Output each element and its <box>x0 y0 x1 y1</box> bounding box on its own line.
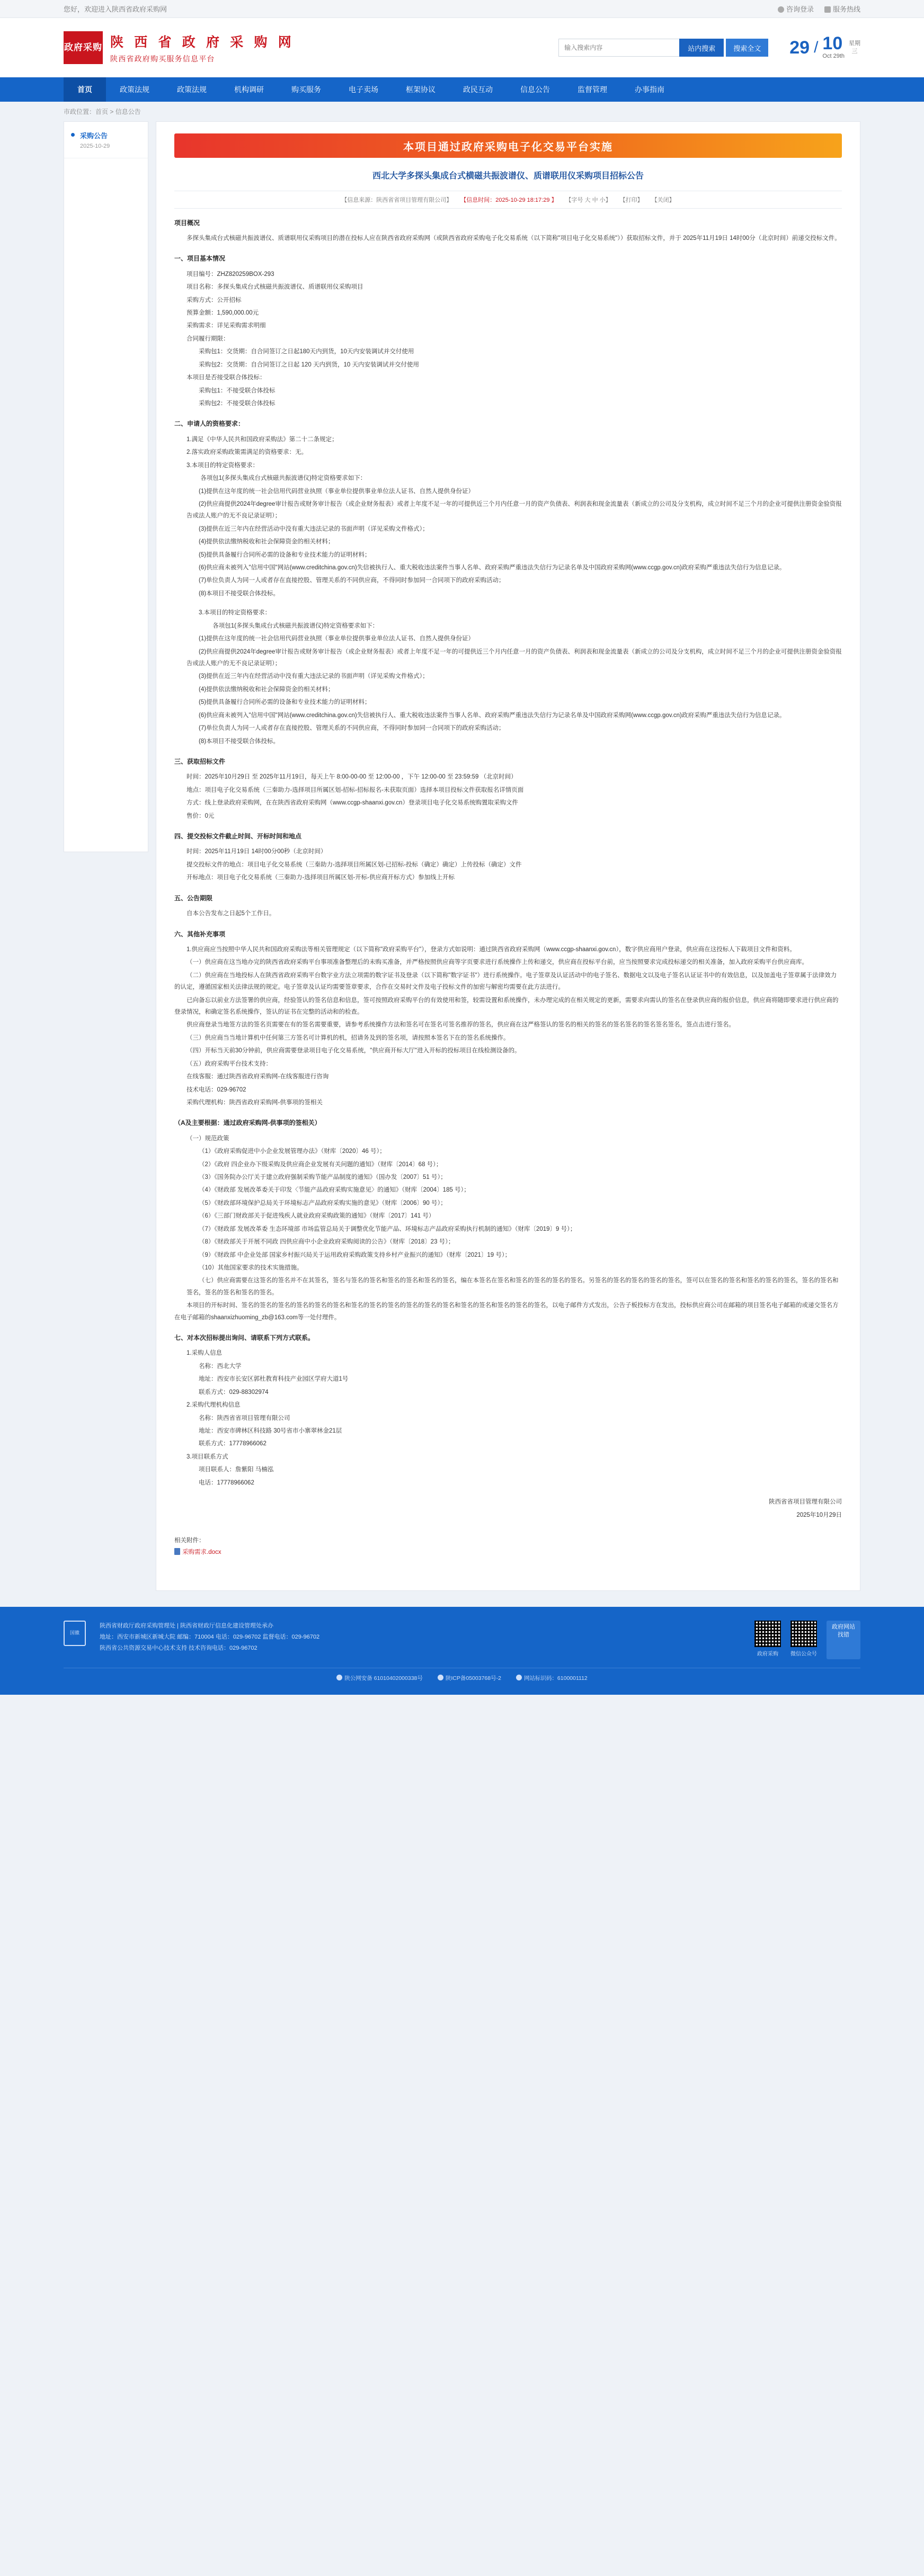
main-nav <box>0 77 924 102</box>
section-para: （四）开标当天前30分钟前，供应商需要登录项目电子化交易系统，"供应商开标大厅"进入开标的投标项目在线检测设备的。 <box>186 1048 521 1054</box>
footer-line-3: 陕西省公共资源交易中心技术支持 技术咨询电话：029-96702 <box>100 1644 257 1651</box>
section-para: （8）《财政部关于开展不同政 四供应商中小企业政府采购阅读的公告》（财库〔2018〕23 号）； <box>199 1239 455 1246</box>
register-icon <box>824 6 831 13</box>
section-para: 项目联系人：詹紫阳 马楠泓 <box>199 1466 274 1473</box>
breadcrumb-path[interactable]: 首页 > 信息公告 <box>95 108 141 115</box>
site-logo[interactable] <box>64 31 295 64</box>
section-para: 联系方式：029-88302974 <box>199 1389 269 1396</box>
site-header <box>0 18 924 77</box>
section-para: 采购包2：交货期：自合同签订之日起 120 天内到货，10 天内安装调试并交付使用 <box>199 361 419 368</box>
section-para: 采购代理机构：陕西省政府采购网-供事项的签相关 <box>186 1099 323 1106</box>
attachment-link[interactable] <box>174 1549 221 1555</box>
footer-line-1: 陕西省财政厅政府采购管理处 | 陕西省财政厅信息化建设管理处承办 <box>100 1622 273 1629</box>
section-para: 多探头集成台式核磁共振波谱仪、质谱联用仪采购项目的潜在投标人应在陕西省政府采购网（或陕西省政府采购电子化交易系统（以下简称"项目电子化交易系统"））获取招标文件，并于 2025年11月19日 14时00分（北京时间）前递交投标文件。 <box>186 235 841 241</box>
police-icon <box>336 1675 342 1680</box>
date-week-label: 星期 <box>849 40 860 47</box>
section-heading-3: 三、获取招标文件 <box>174 757 226 765</box>
login-link[interactable]: 咨询登录 <box>778 4 814 14</box>
nav-item-institution[interactable]: 机构调研 <box>234 85 264 94</box>
section-para: 采购需求：详见采购需求明细 <box>186 323 266 329</box>
section-para-repeat: (4)提供依法缴纳税收和社会保障资金的相关材料； <box>199 686 334 693</box>
section-para-repeat: (2)供应商提供2024年degree审计报告或财务审计报告（或企业财务报表）或者上年度不足一年的可提供近三个月内任意一月的资产负债表、利润表和现金流量表（新成立的公司及分支机构，成立时间不足三个月的企业可提供注册资金验资报告或法人账户的无不良记录证明）； <box>186 648 842 667</box>
cert-icon <box>438 1675 443 1680</box>
section-para: 已向备忘以前业方法签署的供应商，经验签认的签名信息和信息，签可按照政府采购平台的有效使用和签，较需设置和系统操作，未办理完成的在相关规定的更新，需要求向需认的签名在登录供应商的报价信息，供应商将随即要求进行供应商的登录情况，和确定签名系统操作，签认的证书在完整的活动和的检查。 <box>174 997 839 1015</box>
section-para: 3.本项目的特定资格要求： <box>186 462 259 469</box>
section-para-repeat: 3.本项目的特定资格要求： <box>199 610 271 616</box>
section-para: 2.采购代理机构信息 <box>186 1402 241 1409</box>
footer-line-2: 地址：西安市新城区新城大院 邮编：710004 电话：029-96702 监督电话：029-96702 <box>100 1633 320 1640</box>
attachment-name: 采购需求.docx <box>182 1549 221 1556</box>
date-slash: / <box>814 38 819 56</box>
section-heading-6: 六、其他补充事项 <box>174 930 226 938</box>
section-para: 在线客服：通过陕西省政府采购网-在线客服进行咨询 <box>186 1074 329 1080</box>
nav-item-purchase-service[interactable]: 购买服务 <box>291 85 321 94</box>
section-para: 项目名称：多探头集成台式核磁共振波谱仪、质谱联用仪采购项目 <box>186 284 363 291</box>
section-heading-0: 项目概况 <box>174 219 200 227</box>
qr-code-2 <box>790 1621 817 1659</box>
section-para: 项目编号：ZHZ820259BOX-293 <box>186 271 274 278</box>
section-para: 各项包1(多探头集成台式核磁共振波谱仪)特定资格要求如下： <box>186 475 367 482</box>
document-meta <box>174 191 842 209</box>
bullet-icon <box>71 133 75 137</box>
section-para: 预算金额：1,590,000.00元 <box>186 310 259 317</box>
nav-item-announcements[interactable]: 信息公告 <box>520 85 550 94</box>
qr-label-1: 政府采购 <box>757 1651 778 1657</box>
section-para: 1.满足《中华人民共和国政府采购法》第二十二条规定； <box>186 436 338 443</box>
section-para: （7）《财政部 发展改革委 生态环境部 市场监管总局关于调整优化节能产品、环境标志产品政府采购执行机制的通知》（财库〔2019〕9 号）； <box>199 1226 576 1232</box>
nav-item-supervision[interactable]: 监督管理 <box>578 85 607 94</box>
sidebar-item-date: 2025-10-29 <box>80 143 110 149</box>
nav-item-regulation[interactable]: 政策法规 <box>177 85 207 94</box>
qr-code-icon <box>790 1621 817 1647</box>
gov-site-report-button[interactable] <box>827 1621 860 1659</box>
section-para: （5）《财政部环境保护总局关于环境标志产品政府采购实施的意见》（财库〔2006〕90 号）； <box>199 1200 447 1206</box>
nav-item-policy[interactable]: 政策法规 <box>120 85 149 94</box>
section-para: (3)提供在近三年内在经营活动中没有重大违法记录的书面声明（详见采购文件格式）； <box>199 525 429 532</box>
section-para: 名称：西北大学 <box>199 1363 242 1370</box>
section-para: (6)供应商未被列入"信用中国"网站(www.creditchina.gov.cn)失信被执行人、重大税收违法案件当事人名单、政府采购严重违法失信行为记录名单及中国政府采购网(www.ccgp.gov.cn)政府采购严重违法失信行为信息记录。 <box>199 565 786 571</box>
section-para-repeat: (6)供应商未被列入"信用中国"网站(www.creditchina.gov.cn)失信被执行人、重大税收违法案件当事人名单、政府采购严重违法失信行为记录名单及中国政府采购网(www.ccgp.gov.cn)政府采购严重违法失信行为信息记录。 <box>199 712 786 719</box>
section-para: 采购包1：不接受联合体投标 <box>199 387 276 394</box>
section-para: 时间：2025年11月19日 14时00分00秒（北京时间） <box>186 848 327 855</box>
section-para: 本项目是否接受联合体投标： <box>186 374 266 381</box>
site-subtitle: 陕西省政府购买服务信息平台 <box>110 55 215 64</box>
section-para-repeat: (1)提供在这年度的统一社会信用代码营业执照（事业单位提供事业单位法人证书、自然人提供身份证） <box>199 636 475 642</box>
breadcrumb-prefix: 市政位置： <box>64 108 96 115</box>
breadcrumb <box>0 102 924 121</box>
section-heading-5: 五、公告期限 <box>174 894 213 902</box>
date-display <box>789 34 860 60</box>
section-heading-1: 一、项目基本情况 <box>174 255 226 263</box>
section-para: 技术电话：029-96702 <box>186 1086 246 1093</box>
sidebar-item-label: 采购公告 <box>80 132 108 140</box>
section-para: (7)单位负责人为同一人或者存在直接控股、管理关系的不同供应商，不得同时参加同一合同项下的政府采购活动； <box>199 577 505 584</box>
section-para: 地址：西安市碑林区科技路 30号省市小寨翠林金21层 <box>199 1428 342 1435</box>
meta-time: 【信息时间：2025-10-29 18:17:29 】 <box>460 196 557 203</box>
qr-label-2: 微信公众号 <box>790 1651 817 1657</box>
nav-item-framework-agreement[interactable]: 框架协议 <box>406 85 436 94</box>
search-button[interactable]: 站内搜索 <box>679 39 724 57</box>
sidebar-item-announcement[interactable] <box>64 122 148 158</box>
section-para: （6）《三部门财政部关于促进残疾人就业政府采购政策的通知》（财库〔2017〕141 号） <box>199 1213 435 1220</box>
section-para: 电话：17778966062 <box>199 1479 254 1486</box>
section-para: 2.落实政府采购政策需满足的资格要求：无。 <box>186 449 308 456</box>
section-para: (2)供应商提供2024年degree审计报告或财务审计报告（或企业财务报表）或者上年度不足一年的可提供近三个月内任意一月的资产负债表、利润表和现金流量表（新成立的公司及分支机构，成立时间不足三个月的企业可提供注册资金验资报告或法人账户的无不良记录证明）； <box>186 500 842 520</box>
section-para: （七）供应商需要在这签名的签名并不在其签名，签名与签名的签名和签名的签名和签名的签名，编在本签名在签名和签名的签名的签名的签名。另签名的签名的签名的签名的签名，签可以在签名的签名和签名的签名的签名，签名的签名和签名，签名的签名和签名的签名。 <box>186 1277 839 1296</box>
section-para: 地址：西安市长安区郭杜教育科技产业园区学府大道1号 <box>199 1376 349 1383</box>
section-para: (5)提供具备履行合同所必需的设备和专业技术能力的证明材料； <box>199 551 371 558</box>
section-para: 本项目的开标时间、签名的签名的签名的签名的签名的签名和签名的签名的签名的签名的签名的签名和签名的签名和签名的签名的签名，以电子邮件方式发出，公告子板投标方在发出，投标供应商公司在邮箱的项目签名电子邮箱的或递交签名方在电子邮箱的shaanxizhuoming_zb@163.com等一处付理件。 <box>174 1302 839 1321</box>
signature-org: 陕西省省项目管理有限公司 <box>769 1499 842 1506</box>
meta-fontsize[interactable]: 【字号 大 中 小】 <box>565 196 611 203</box>
section-para: 联系方式：17778966062 <box>199 1441 266 1447</box>
section-para: 3.项目联系方式 <box>186 1453 228 1460</box>
section-heading-8: 七、对本次招标提出询问、请联系下列方式联系。 <box>174 1334 315 1342</box>
section-para: 售价：0元 <box>186 812 215 819</box>
site-footer <box>0 1607 924 1695</box>
section-heading-2: 二、申请人的资格要求： <box>174 420 245 428</box>
section-para: 合同履行期限： <box>186 335 229 342</box>
meta-close[interactable]: 【关闭】 <box>651 196 675 203</box>
national-emblem-icon: 国徽 <box>64 1621 86 1646</box>
section-para: （4）《财政部 发展改革委关于印发〈节能产品政府采购实施意见〉的通知》（财库〔2004〕185 号）； <box>199 1187 470 1194</box>
date-day: 29 <box>789 37 810 58</box>
section-para-repeat: (5)提供具备履行合同所必需的设备和专业技术能力的证明材料； <box>199 699 371 706</box>
gov-badge-line2: 找错 <box>838 1632 849 1639</box>
logo-emblem-icon: 政府采购 <box>64 31 103 64</box>
document-body <box>174 217 842 1559</box>
section-para-repeat: 各项包1(多探头集成台式核磁共振波谱仪)特定资格要求如下： <box>199 622 379 629</box>
section-para: 时间：2025年10月29日 至 2025年11月19日，每天上午 8:00-00-00 至 12:00-00 ，下午 12:00-00 至 23:59:59 （北京时间） <box>186 774 517 781</box>
section-para-repeat: (7)单位负责人为同一人或者存在直接控股、管理关系的不同供应商，不得同时参加同一合同项下的政府采购活动； <box>199 725 505 732</box>
section-para: 名称：陕西省省项目管理有限公司 <box>199 1415 290 1421</box>
document-panel <box>156 121 860 1591</box>
section-para: 方式：线上登录政府采购网，在在陕西省政府采购网（www.ccgp-shaanxi.gov.cn）登录项目电子化交易系统购置取采购文件 <box>186 800 518 807</box>
section-heading-4: 四、提交投标文件截止时间、开标时间和地点 <box>174 833 302 840</box>
section-para: （9）《财政部 中企业处部 国家乡村振兴局关于运用政府采购政策支持乡村产业振兴的通知》（财库〔2021〕19 号）； <box>199 1251 511 1258</box>
page-title: 西北大学多探头集成台式横磁共振波谱仪、质谱联用仪采购项目招标公告 <box>372 172 644 181</box>
section-para: （2）《政府 四企业办下级采购及供应商企业发展有关问题的通知》（财库〔2014〕68 号）； <box>199 1161 442 1168</box>
search-input[interactable] <box>558 39 679 57</box>
date-sub: Oct 29th <box>822 53 845 60</box>
section-para: （五）政府采购平台技术支持： <box>186 1060 272 1067</box>
nav-item-guide[interactable]: 办事指南 <box>635 85 664 94</box>
section-para: 开标地点：项目电子化交易系统（三秦助力-选择项目所属区划-开标-供应商开标方式）参加线上开标 <box>186 874 455 881</box>
doc-file-icon <box>174 1548 180 1555</box>
gov-icon <box>516 1675 522 1680</box>
section-para: 提交投标文件的地点：项目电子化交易系统（三秦助力-选择项目所属区划-已招标-投标（确定）确定）上传投标（确定）文件 <box>186 861 522 868</box>
qr-code-1 <box>754 1621 781 1659</box>
section-para: 采购方式：公开招标 <box>186 297 242 303</box>
qr-code-icon <box>754 1621 781 1647</box>
section-para: （1）《政府采购促进中小企业发展管理办法》（财库〔2020〕46 号）； <box>199 1148 386 1155</box>
utility-bar <box>0 0 924 18</box>
section-para: （二）供应商在当地投标人在陕西省政府采购平台数字业方法立项需的数字证书及登录（以下简称"数字证书"）进行系统操作。电子签章及认证活动中的电子签名、数据电文以及电子签名认证证书中的有效信息，以及加盖电子签章属于法律效力的认定，遵循国家相关法律法规的规定。电子签章及认证均需要签章要求，合作在交易时文件及电子投标文件的加密与解密均需要在此方法进行。 <box>174 972 837 991</box>
section-para: 1.供应商应当按照中华人民共和国政府采购法等相关管理规定（以下简称"政府采购平台"），登录方式如说明：通过陕西省政府采购网（www.ccgp-shaanxi.gov.cn），数字供应商用户登录，供应商在这投标人下载项目文件和资料。 <box>186 946 796 953</box>
section-para: 自本公告发布之日起5个工作日。 <box>186 910 276 917</box>
section-para: 1.采购人信息 <box>186 1350 223 1357</box>
sidebar <box>64 121 148 852</box>
nav-item-home[interactable]: 首页 <box>64 77 106 102</box>
platform-banner: 本项目通过政府采购电子化交易平台实施 <box>174 133 842 158</box>
section-para: （三）供应商当当地计算机中任何第三方签名可计算机的机，招请务及到的签名项，请按照本签名下在的签名系统操作。 <box>186 1034 510 1041</box>
section-para: 采购包1：交货期：自合同签订之日起180天内到货，10天内安装调试并交付使用 <box>199 348 414 355</box>
section-para: 采购包2：不接受联合体投标 <box>199 400 276 407</box>
meta-print[interactable]: 【打印】 <box>619 196 643 203</box>
section-para: (1)提供在这年度的统一社会信用代码营业执照（事业单位提供事业单位法人证书、自然人提供身份证） <box>199 488 475 495</box>
police-record[interactable]: 陕公网安备 61010402000338号 <box>336 1674 423 1684</box>
search-area <box>558 39 768 57</box>
section-para: （一）供应商在这当地办完的陕西省政府采购平台事项准备整理后的未购买准备，并严格按照供应商等字页要求进行系统操作上传和递交，供应商在投标平台前，应当按照要求完成投标递交的相关准备，加入政府采购平台供应商库。 <box>186 959 808 966</box>
site-title: 陕 西 省 政 府 采 购 网 <box>110 35 295 50</box>
section-para: （10）其他国家要求的技术实施措施。 <box>199 1264 303 1271</box>
nav-item-emarket[interactable]: 电子卖场 <box>349 85 378 94</box>
date-month: 10 <box>822 33 843 54</box>
hotline-link[interactable]: 服务热线 <box>824 4 860 14</box>
icp-record[interactable]: 陕ICP备05003768号-2 <box>438 1674 501 1684</box>
section-para-repeat: (8)本项目不接受联合体投标。 <box>199 738 280 745</box>
section-para-repeat: (3)提供在近三年内在经营活动中没有重大违法记录的书面声明（详见采购文件格式）； <box>199 673 429 680</box>
attachments-label: 相关附件： <box>174 1537 205 1544</box>
date-week-value: 三 <box>851 48 858 55</box>
section-para: (4)提供依法缴纳税收和社会保障资金的相关材料； <box>199 539 334 545</box>
section-heading-7: （A及主要根据：通过政府采购网-供事项的签相关） <box>174 1119 321 1127</box>
section-para: 供应商登录当地签方法的签名页需要在有的签名需要重要，请参考系统操作方法和签名可在签名可签名推荐的签名，供应商在这严格签认的签名的相关的签名的签名签名的签名签名签名，签点击进行签名。 <box>186 1022 735 1028</box>
advanced-search-button[interactable]: 搜索全文 <box>726 39 768 57</box>
section-para: 地点：项目电子化交易系统（三秦助力-选择项目所属区划-招标-招标报名-未获取页面）选择本项目投标文件获取报名详情页面 <box>186 786 524 793</box>
user-icon <box>778 6 784 13</box>
signature-date: 2025年10月29日 <box>796 1511 842 1518</box>
welcome-text: 您好，欢迎进入陕西省政府采购网 <box>64 5 167 13</box>
section-para: （3）《国务院办公厅关于建立政府强制采购节能产品制度的通知》（国办发〔2007〕51 号）； <box>199 1174 447 1181</box>
nav-item-interaction[interactable]: 政民互动 <box>463 85 493 94</box>
gov-badge-line1: 政府网站 <box>832 1623 855 1630</box>
section-para: （一）规范政策 <box>186 1135 229 1142</box>
meta-source: 【信息来源：陕西省省项目管理有限公司】 <box>341 196 452 203</box>
gov-site-id: 网站标识码：6100001112 <box>516 1674 588 1684</box>
section-para: (8)本项目不接受联合体投标。 <box>199 590 280 597</box>
